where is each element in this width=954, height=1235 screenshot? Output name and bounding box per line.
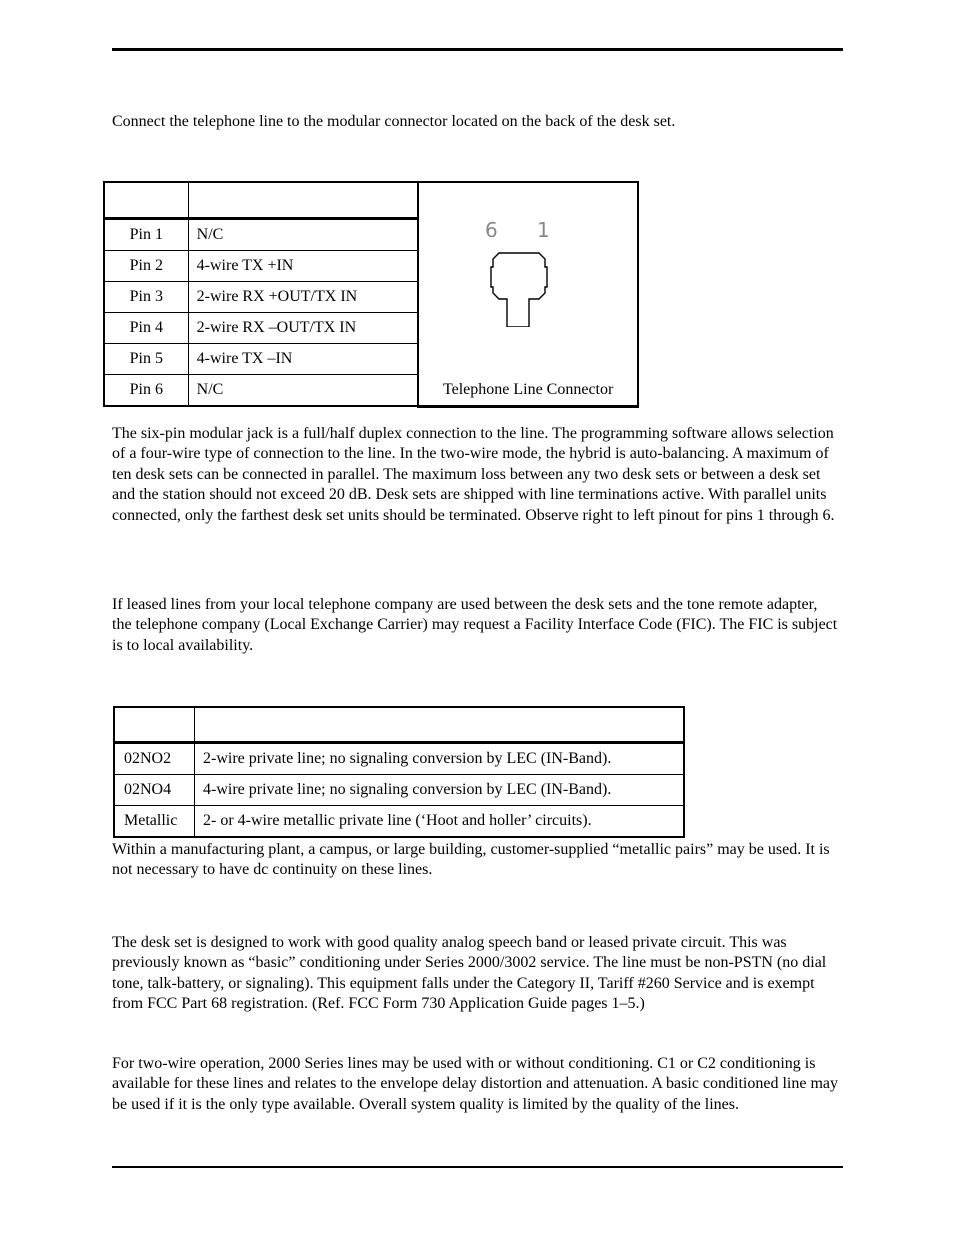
fic-code: Metallic bbox=[114, 806, 195, 838]
connector-caption: Telephone Line Connector bbox=[442, 381, 614, 399]
description-header bbox=[195, 707, 685, 743]
pin-signal: 4-wire TX +IN bbox=[188, 251, 418, 282]
top-rule bbox=[112, 48, 843, 51]
modular-jack-icon bbox=[479, 207, 559, 327]
pin-table-header bbox=[104, 182, 638, 219]
code-header bbox=[114, 707, 195, 743]
pin-number: Pin 2 bbox=[104, 251, 188, 282]
table-row bbox=[114, 806, 684, 838]
fic-description: 4-wire private line; no signaling conversion by LEC (IN-Band). bbox=[195, 775, 685, 806]
fic-description: 2-wire private line; no signaling conversion by LEC (IN-Band). bbox=[195, 743, 685, 775]
pin-signal: 2-wire RX –OUT/TX IN bbox=[188, 313, 418, 344]
pin-number: Pin 5 bbox=[104, 344, 188, 375]
fic-table bbox=[113, 706, 685, 838]
pin-1-label: 1 bbox=[537, 218, 551, 242]
metallic-pairs-text: Within a manufacturing plant, a campus, or large building, customer-supplied “metallic pairs” may be used. It is not necessary to have dc continuity on these lines. bbox=[112, 841, 830, 879]
two-wire-text: For two-wire operation, 2000 Series lines may be used with or without conditioning. C1 or C2 conditioning is available for these lines and relates to the envelope delay distortion and attenuation. A basic conditioned line may be used if it is the only type available. Overall system quality is limited by the quality of the lines. bbox=[112, 1055, 838, 1113]
pin-signal: 2-wire RX +OUT/TX IN bbox=[188, 282, 418, 313]
pin-6-label: 6 bbox=[485, 218, 499, 242]
leased-lines-text: If leased lines from your local telephone company are used between the desk sets and the tone remote adapter, the telephone company (Local Exchange Carrier) may request a Facility Interface Code (FIC). The FIC is subject is to local availability. bbox=[112, 596, 838, 654]
fic-code: 02NO4 bbox=[114, 775, 195, 806]
pin-number: Pin 1 bbox=[104, 219, 188, 251]
fic-table-header bbox=[114, 707, 684, 743]
line-quality-text: The desk set is designed to work with good quality analog speech band or leased private circuit. This was previously known as “basic” conditioning under Series 2000/3002 service. The line must be non-PSTN (no dial tone, talk-battery, or signaling). This equipment falls under the Category II, Tariff #260 Service and is exempt from FCC Part 68 registration. (Ref. FCC Form 730 Application Guide pages 1–5.) bbox=[112, 934, 827, 1013]
bottom-rule bbox=[112, 1166, 843, 1168]
pin-number: Pin 6 bbox=[104, 375, 188, 407]
connector-cell bbox=[418, 182, 638, 406]
signal-header bbox=[188, 182, 418, 219]
pin-signal: N/C bbox=[188, 219, 418, 251]
pin-table bbox=[103, 181, 639, 408]
pin-number: Pin 3 bbox=[104, 282, 188, 313]
pin-signal: 4-wire TX –IN bbox=[188, 344, 418, 375]
pin-number: Pin 4 bbox=[104, 313, 188, 344]
pin-header bbox=[104, 182, 188, 219]
intro-text: Connect the telephone line to the modular connector located on the back of the desk set. bbox=[112, 113, 676, 130]
fic-description: 2- or 4-wire metallic private line (‘Hoot and holler’ circuits). bbox=[203, 811, 592, 829]
fic-code: 02NO2 bbox=[114, 743, 195, 775]
pin-signal: N/C bbox=[196, 380, 224, 398]
table-row bbox=[114, 743, 684, 775]
jack-description: The six-pin modular jack is a full/half duplex connection to the line. The programming software allows selection of a four-wire type of connection to the line. In the two-wire mode, the hybrid is auto-balancing. A maximum of ten desk sets can be connected in parallel. The maximum loss between any two desk sets or between a desk set and the station should not exceed 20 dB. Desk sets are shipped with line terminations active. With parallel units connected, only the farthest desk set units should be terminated. Observe right to left pinout for pins 1 through 6. bbox=[112, 425, 835, 524]
table-row bbox=[114, 775, 684, 806]
